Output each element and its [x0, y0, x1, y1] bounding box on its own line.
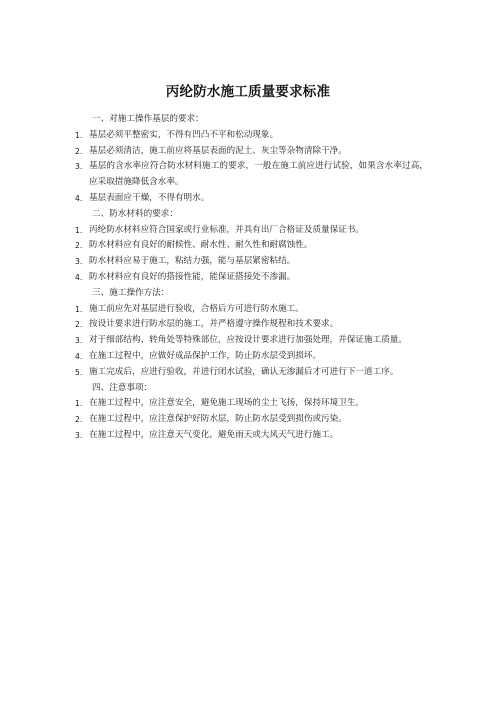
section-base-requirements [73, 112, 428, 207]
item-number: 3. [75, 162, 83, 172]
list-item [73, 428, 428, 444]
item-number: 1. [75, 130, 83, 140]
list-item [73, 317, 428, 333]
item-number: 1. [75, 225, 83, 235]
section-heading: 二、防水材料的要求： [92, 208, 178, 219]
list-item [73, 365, 428, 381]
section-construction-method [73, 286, 428, 381]
item-number: 1. [75, 399, 83, 409]
item-text: 施工前应先对基层进行验收，合格后方可进行防水施工。 [89, 303, 304, 314]
item-text: 在施工过程中，应注意保护好防水层，防止防水层受到损伤或污染。 [89, 414, 347, 425]
list-item [73, 333, 428, 349]
item-number: 4. [75, 351, 83, 361]
item-text: 在施工过程中，应注意安全，避免施工现场的尘土飞扬，保持环境卫生。 [89, 398, 365, 409]
item-text: 基层必须平整密实，不得有凹凸不平和松动现象。 [89, 129, 279, 140]
item-text: 基层必须清洁，施工前应将基层表面的泥土、灰尘等杂物清除干净。 [89, 145, 347, 156]
item-text: 防水材料应易于施工，粘结力强，能与基层紧密粘结。 [89, 256, 296, 267]
list-item [73, 302, 428, 318]
item-text: 防水材料应有良好的耐候性、耐水性、耐久性和耐腐蚀性。 [89, 240, 313, 251]
list-item [73, 159, 428, 191]
list-item [73, 223, 428, 239]
item-text: 基层表面应干燥，不得有明水。 [89, 192, 210, 203]
item-number: 1. [75, 304, 83, 314]
document-title: 丙纶防水施工质量要求标准 [165, 84, 331, 100]
item-text: 施工完成后，应进行验收，并进行闭水试验，确认无渗漏后才可进行下一道工序。 [89, 366, 399, 377]
list-item [73, 144, 428, 160]
item-number: 3. [75, 336, 83, 346]
item-text: 防水材料应有良好的搭接性能，能保证搭接处不渗漏。 [89, 271, 296, 282]
item-number: 5. [75, 367, 83, 377]
item-number: 3. [75, 430, 83, 440]
item-number: 2. [75, 146, 83, 156]
list-item [73, 191, 428, 207]
document-body [73, 112, 428, 444]
item-text: 丙纶防水材料应符合国家或行业标准，并具有出厂合格证及质量保证书。 [89, 224, 365, 235]
item-number: 2. [75, 241, 83, 251]
list-item [73, 254, 428, 270]
item-text: 在施工过程中，应注意天气变化，避免雨天或大风天气进行施工。 [89, 429, 339, 440]
list-item [73, 270, 428, 286]
section-heading: 四、注意事项： [92, 382, 153, 393]
section-precautions [73, 381, 428, 444]
list-item [73, 412, 428, 428]
list-item [73, 128, 428, 144]
section-material-requirements [73, 207, 428, 286]
item-text: 基层的含水率应符合防水材料施工的要求，一般在施工前应进行试验，如果含水率过高，应采取措施降低含水率。 [89, 161, 428, 188]
item-number: 4. [75, 193, 83, 203]
list-item [73, 238, 428, 254]
item-text: 按设计要求进行防水层的施工，并严格遵守操作规程和技术要求。 [89, 319, 339, 330]
item-text: 在施工过程中，应做好成品保护工作，防止防水层受到损坏。 [89, 350, 322, 361]
list-item [73, 349, 428, 365]
item-number: 3. [75, 257, 83, 267]
item-number: 2. [75, 320, 83, 330]
item-text: 对于细部结构、转角处等特殊部位，应按设计要求进行加强处理，并保证施工质量。 [89, 335, 407, 346]
section-heading: 一、对施工操作基层的要求： [92, 114, 204, 124]
list-item [73, 396, 428, 412]
item-number: 2. [75, 415, 83, 425]
section-heading: 三、施工操作方法： [92, 287, 170, 298]
item-number: 4. [75, 272, 83, 282]
